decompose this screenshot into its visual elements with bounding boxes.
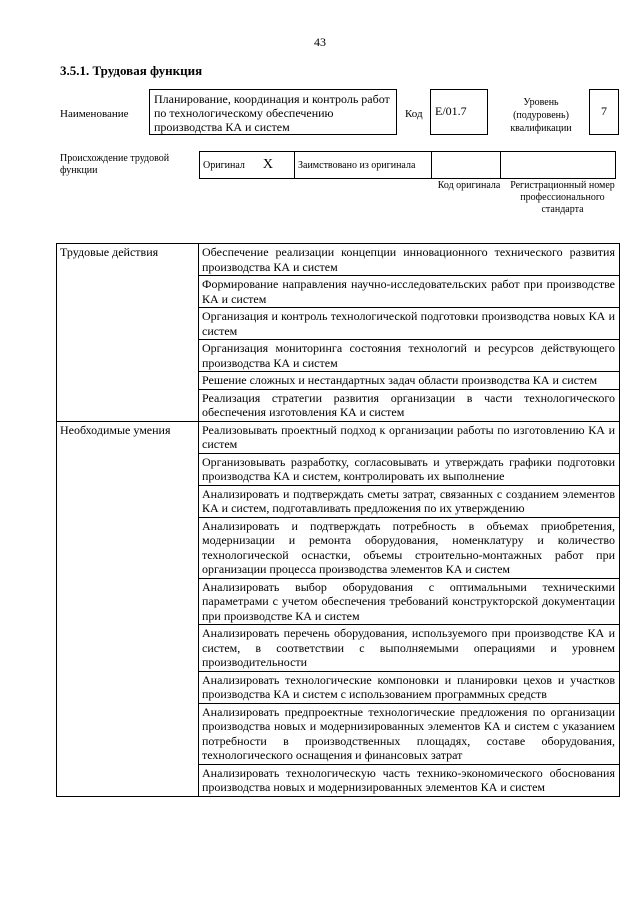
level-label: Уровень (подуровень) квалификации (510, 97, 572, 134)
labor-action-text: Формирование направления научно-исследовательских работ при производстве КА и систем (199, 276, 620, 308)
origin-table (199, 151, 616, 179)
labor-action-text: Реализация стратегии развития организации в части технологического обеспечения изготовления КА и систем (199, 389, 620, 421)
reg-number-cell (501, 152, 616, 179)
origin-code-cell (432, 152, 501, 179)
skill-text: Анализировать перечень оборудования, используемого при производстве КА и систем, в соответствии с выполняемыми операциями и уровнем производительности (199, 625, 620, 672)
origin-borrowed-cell (295, 152, 432, 179)
skill-text: Анализировать технологическую часть технико-экономического обоснования производства новых и модернизированных элементов КА и систем (199, 764, 620, 796)
labor-action-text: Организация и контроль технологической подготовки производства новых КА и систем (199, 308, 620, 340)
skill-text: Анализировать выбор оборудования с оптимальными техническими параметрами с учетом обеспечения требований конструкторской документации при производстве КА и систем (199, 578, 620, 625)
origin-original-label: Оригинал (203, 160, 245, 171)
skill-text: Реализовывать проектный подход к организации работы по изготовлению КА и систем (199, 421, 620, 453)
section-title: 3.5.1. Трудовая функция (60, 63, 203, 78)
skill-text: Анализировать и подтверждать сметы затрат, связанных с созданием элементов КА и систем, подготавливать предложения по их утверждению (199, 485, 620, 517)
labor-action-category-label: Трудовые действия (57, 244, 199, 422)
skill-text: Анализировать предпроектные технологические предложения по организации производства новых и модернизированных элементов КА и систем с указанием потребности в производственных площадях, составе оборудования, технологического оснащения и финансовых затрат (199, 703, 620, 764)
reg-number-label: Регистрационный номер профессионального стандарта (510, 180, 615, 215)
name-label: Наименование (60, 108, 129, 120)
origin-mark: X (262, 157, 274, 172)
code-value: E/01.7 (430, 89, 488, 135)
level-value: 7 (589, 89, 619, 135)
origin-label: Происхождение трудовой функции (60, 153, 170, 176)
functions-table-body (57, 244, 620, 797)
labor-action-text: Организация мониторинга состояния технологий и ресурсов действующего производства КА и систем (199, 340, 620, 372)
origin-code-label: Код оригинала (437, 180, 501, 191)
name-value: Планирование, координация и контроль работ по технологическому обеспечению производства КА и систем (149, 89, 397, 135)
labor-action-row (57, 244, 620, 276)
skill-text: Организовывать разработку, согласовывать и утверждать графики подготовки производства КА и систем, контролировать их выполнение (199, 453, 620, 485)
code-label: Код (405, 108, 423, 120)
skill-row (57, 421, 620, 453)
origin-original-cell (200, 152, 295, 179)
skill-text: Анализировать технологические компоновки и планировки цехов и участков производства КА и систем с использованием программных средств (199, 671, 620, 703)
skill-text: Анализировать и подтверждать потребность в объемах приобретения, модернизации и ремонта оборудования, номенклатуру и количество технологической оснастки, объемы строительно-монтажных работ при организации процесса производства элементов КА и систем (199, 517, 620, 578)
labor-action-text: Обеспечение реализации концепции инновационного технического развития производства КА и систем (199, 244, 620, 276)
page-number: 43 (314, 35, 326, 49)
origin-borrowed-label: Заимствовано из оригинала (298, 159, 416, 171)
functions-table (56, 243, 620, 797)
labor-action-text: Решение сложных и нестандартных задач области производства КА и систем (199, 372, 620, 390)
skill-category-label: Необходимые умения (57, 421, 199, 796)
